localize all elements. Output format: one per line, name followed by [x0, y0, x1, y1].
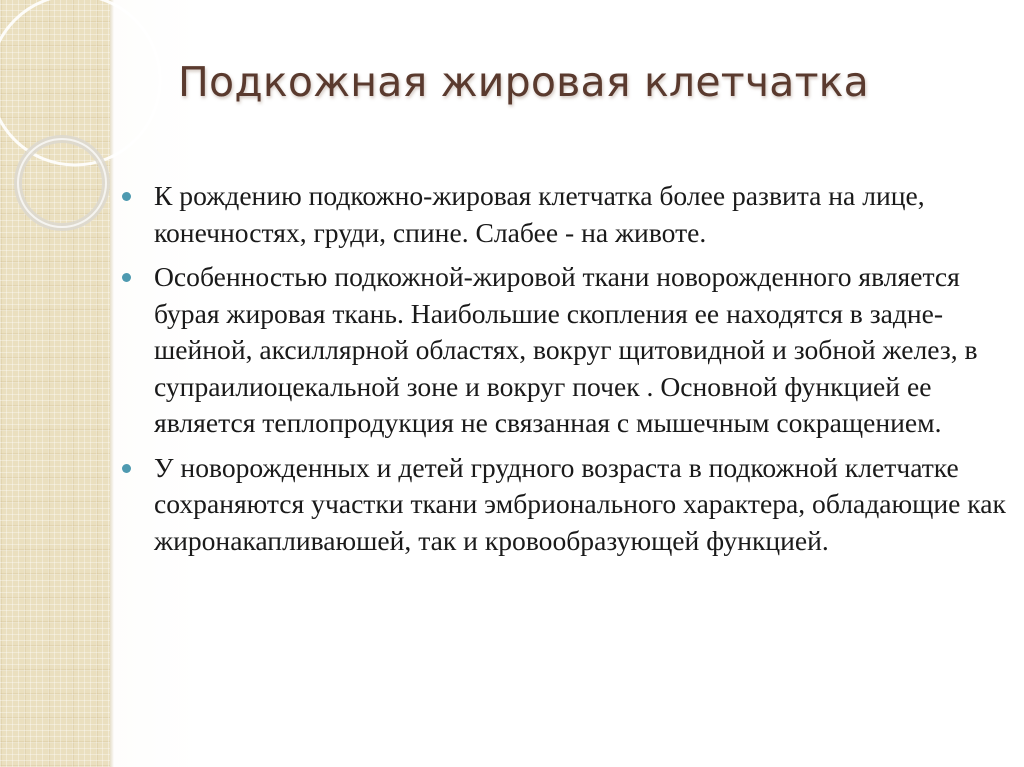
bullet-text: К рождению подкожно-жировая клетчатка более развита на лице, конечностях, груди, спине. Слабее - на животе.	[154, 180, 925, 248]
bullet-item	[122, 450, 1007, 560]
bullet-list	[122, 178, 1007, 567]
bullet-text: Особенностью подкожной-жировой ткани новорожденного является бурая жировая ткань. Наибольшие скопления ее находятся в задне-шейной, аксиллярной областях, вокруг щитовидной и зобной желез, в супраилиоцекальной зоне и вокруг почек . Основной функцией ее является теплопродукция не связанная с мышечным сокращением.	[154, 261, 978, 438]
bullet-dot-icon	[122, 273, 131, 282]
slide-title: Подкожная жировая клетчатка	[178, 58, 869, 106]
bullet-item	[122, 178, 1007, 251]
bullet-dot-icon	[122, 464, 131, 473]
bullet-text: У новорожденных и детей грудного возраста в подкожной клетчатке сохраняются участки ткани эмбрионального характера, обладающие как жиронакапливаюшей, так и кровообразующей функцией.	[154, 451, 1006, 556]
small-decorative-ring-highlight	[18, 139, 106, 227]
bullet-dot-icon	[122, 192, 131, 201]
bullet-item	[122, 259, 1007, 442]
